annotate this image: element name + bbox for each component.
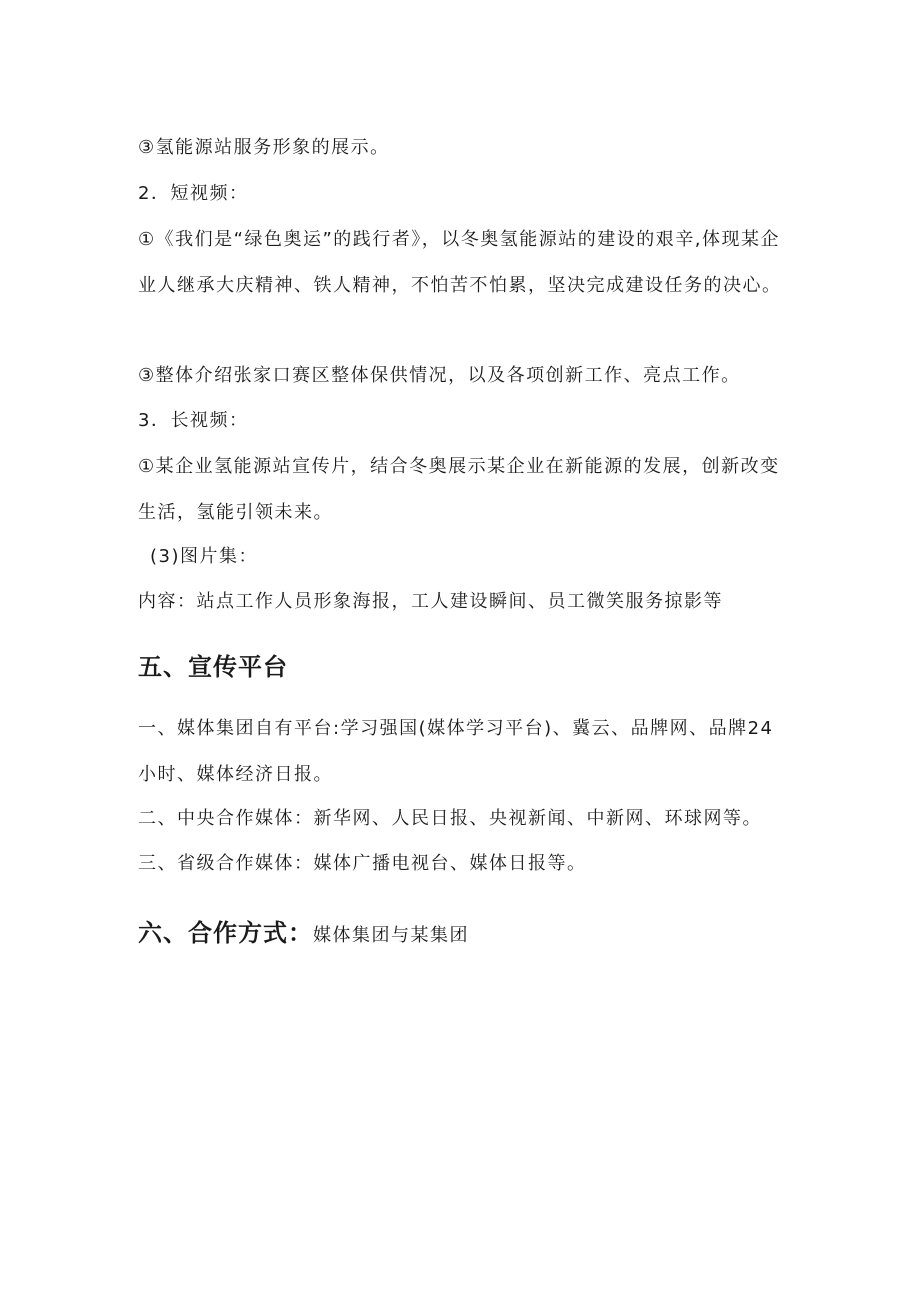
short-video-item-1: ①《我们是“绿色奥运”的践行者》，以冬奥氢能源站的建设的艰辛,体现某企业人继承大庆精神、铁人精神，不怕苦不怕累，坚决完成建设任务的决心。 <box>138 229 782 296</box>
platform-heading: 五、宣传平台 <box>138 653 288 681</box>
long-video-heading: 3．长视频： <box>138 410 249 431</box>
platform-item-1: 一、媒体集团自有平台:学习强国(媒体学习平台)、冀云、品牌网、品牌24小时、媒体经济日报。 <box>138 718 774 785</box>
platform-item-2: 二、中央合作媒体：新华网、人民日报、央视新闻、中新网、环球网等。 <box>138 808 762 829</box>
service-image-item: ③氢能源站服务形象的展示。 <box>138 137 390 158</box>
cooperation-heading-label: 六、合作方式： <box>138 919 313 947</box>
cooperation-heading <box>138 918 469 951</box>
short-video-item-3: ③整体介绍张家口赛区整体保供情况，以及各项创新工作、亮点工作。 <box>138 365 741 386</box>
image-set-heading: (3)图片集： <box>150 546 258 567</box>
cooperation-value: 媒体集团与某集团 <box>313 925 469 946</box>
short-video-heading: 2．短视频： <box>138 183 249 204</box>
long-video-item-1: ①某企业氢能源站宣传片，结合冬奥展示某企业在新能源的发展，创新改变生活，氢能引领未来。 <box>138 456 780 523</box>
platform-item-3: 三、省级合作媒体：媒体广播电视台、媒体日报等。 <box>138 853 587 874</box>
image-set-content: 内容：站点工作人员形象海报，工人建设瞬间、员工微笑服务掠影等 <box>138 591 723 612</box>
